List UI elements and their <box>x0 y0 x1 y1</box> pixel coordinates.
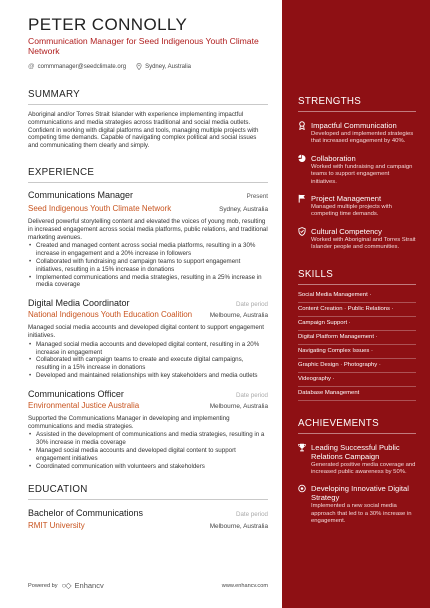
strength-name: Project Management <box>311 194 382 204</box>
job-title: Digital Media Coordinator <box>28 298 130 309</box>
education-entry <box>28 508 268 530</box>
strengths-heading: STRENGTHS <box>298 96 416 112</box>
target-icon <box>298 484 306 493</box>
map-pin-icon <box>136 63 142 70</box>
skills-list <box>298 289 416 401</box>
job-description: Managed social media accounts and developed digital content to support engagement initiatives. <box>28 324 264 339</box>
job-location: Melbourne, Australia <box>209 312 268 320</box>
brand-name: Enhancv <box>74 581 104 590</box>
email-text: commmanager@seedclimate.org <box>37 63 127 70</box>
bullet-item: • Coordinated communication with volunteers and stakeholders <box>28 463 268 471</box>
skill-line: Social Media Management · <box>298 289 416 303</box>
skill-line: Digital Platform Management · <box>298 331 416 345</box>
job-date: Date period <box>236 301 268 309</box>
flag-icon <box>298 194 306 203</box>
skill-line: Videography · <box>298 373 416 387</box>
shield-icon <box>298 227 306 236</box>
job-description: Delivered powerful storytelling content and elevated the voices of young mob, resulting in increased engagement across social media platforms, public relations, and traditional marketing avenues. <box>28 217 268 241</box>
at-icon: @ <box>28 63 35 70</box>
powered-by-label: Powered by <box>28 582 58 589</box>
degree-title: Bachelor of Communications <box>28 508 144 519</box>
skill-line: Content Creation · Public Relations · <box>298 303 416 317</box>
job-bullets <box>28 242 268 289</box>
job-title: Communications Officer <box>28 388 124 399</box>
school-name: RMIT University <box>28 521 85 531</box>
job-company: National Indigenous Youth Education Coalition <box>28 310 193 320</box>
job-bullets <box>28 341 268 380</box>
strength-desc: Worked with fundraising and campaign teams to support engagement initiatives. <box>311 163 413 185</box>
location-contact <box>136 63 191 70</box>
footer-url[interactable]: www.enhancv.com <box>221 582 268 589</box>
trophy-icon <box>298 443 306 452</box>
experience-heading: EXPERIENCE <box>28 167 268 183</box>
skills-heading: SKILLS <box>298 269 416 285</box>
job-location: Melbourne, Australia <box>209 402 268 410</box>
candidate-headline: Communication Manager for Seed Indigenous Youth Climate Network <box>28 36 259 56</box>
skill-line: Campaign Support · <box>298 317 416 331</box>
bullet-item: • Developed and maintained relationships with key stakeholders and media outlets <box>28 372 268 380</box>
achievements-heading: ACHIEVEMENTS <box>298 418 416 434</box>
achievement-name: Developing Innovative Digital Strategy <box>311 484 409 503</box>
strength-item <box>298 227 416 252</box>
achievement-name: Leading Successful Public Relations Campaign <box>311 442 400 461</box>
job-entry <box>28 190 268 289</box>
skill-line: Navigating Complex Issues · <box>298 345 416 359</box>
job-date: Date period <box>236 391 268 399</box>
bullet-item: • Managed social media accounts and developed digital content, resulting in a 20% increase in engagement <box>28 341 268 357</box>
enhancv-logo-icon: ○◇ <box>61 581 71 590</box>
contact-info <box>28 63 268 70</box>
bullet-item: • Assisted in the development of communications and media strategies, resulting in a 30% increase in media coverage <box>28 431 268 447</box>
strength-name: Impactful Communication <box>311 121 397 130</box>
job-date: Present <box>246 192 268 200</box>
strength-item <box>298 194 416 219</box>
achievement-item <box>298 443 416 477</box>
achievement-desc: Implemented a new social media approach that led to a 30% increase in engagement. <box>311 503 412 525</box>
candidate-name: PETER CONNOLLY <box>28 15 188 34</box>
job-entry <box>28 298 268 380</box>
job-company: Environmental Justice Australia <box>28 400 140 410</box>
strength-item <box>298 154 416 186</box>
strength-desc: Developed and implemented strategies that increased engagement by 40%. <box>311 131 414 145</box>
job-description: Supported the Communications Manager in developing and implementing communications and media strategies. <box>28 414 230 430</box>
strength-desc: Managed multiple projects with competing time demands. <box>311 204 392 218</box>
pie-chart-icon <box>298 154 306 163</box>
skill-line: Database Management <box>298 387 416 401</box>
bullet-item: • Created and managed content across social media platforms, resulting in a 30% increase in engagement and a 20% increase in followers <box>28 242 268 258</box>
education-date: Date period <box>236 511 268 519</box>
job-title: Communications Manager <box>28 189 134 200</box>
email-contact[interactable] <box>28 63 126 70</box>
summary-text: Aboriginal and/or Torres Strait Islander with experience implementing impactful communications and media strategies across traditional and social media outlets. Confident in working with digital platforms and tools, managing multiple projects with competing time demands. Capable of navigating complex political and social issues and communicating them clearly and simply. <box>28 111 259 150</box>
bullet-item: • Implemented communications and media strategies, resulting in a 25% increase in media coverage <box>28 274 268 290</box>
sidebar-column <box>282 0 430 608</box>
page-footer <box>28 581 268 590</box>
job-location: Sydney, Australia <box>219 205 268 213</box>
achievement-desc: Generated positive media coverage and increased public awareness by 50%. <box>311 461 416 476</box>
strength-name: Collaboration <box>311 153 356 163</box>
location-text: Sydney, Australia <box>145 63 191 70</box>
strength-name: Cultural Competency <box>311 226 382 236</box>
job-entry <box>28 389 268 471</box>
summary-heading: SUMMARY <box>28 89 268 105</box>
achievement-item <box>298 484 416 525</box>
education-heading: EDUCATION <box>28 484 268 500</box>
strength-item <box>298 121 416 146</box>
school-location: Melbourne, Australia <box>209 523 268 531</box>
ribbon-icon <box>298 121 306 130</box>
bullet-item: • Collaborated with fundraising and campaign teams to support engagement initiatives, resulting in a 15% increase in donations <box>28 258 268 274</box>
bullet-item: • Collaborated with campaign teams to create and execute digital campaigns, resulting in a 15% increase in donations <box>28 356 268 372</box>
bullet-item: • Managed social media accounts and developed digital content to support engagement initiatives <box>28 447 268 463</box>
job-company: Seed Indigenous Youth Climate Network <box>28 203 172 213</box>
job-bullets <box>28 431 268 470</box>
skill-line: Graphic Design · Photography · <box>298 359 416 373</box>
strength-desc: Worked with Aboriginal and Torres Strait Islander people and communities. <box>311 236 416 251</box>
footer-brand[interactable] <box>28 581 104 590</box>
